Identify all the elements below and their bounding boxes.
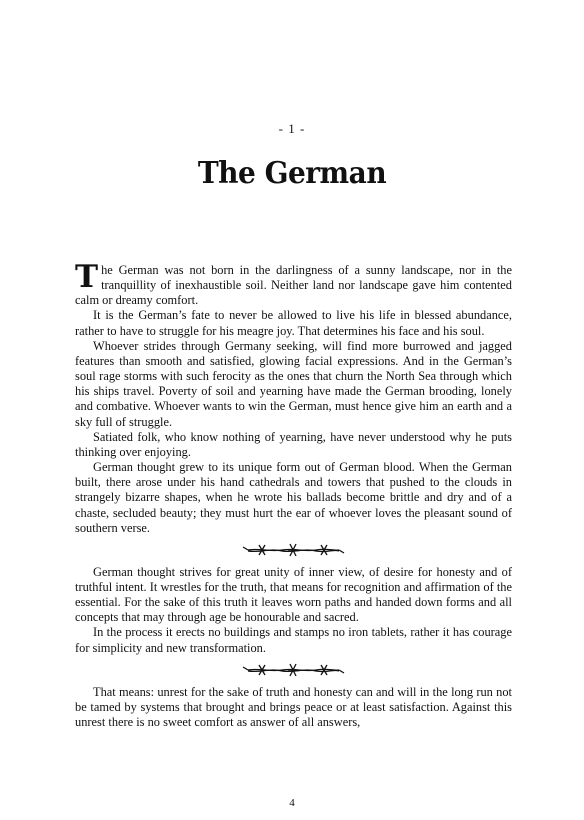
paragraph: It is the German’s fate to never be allowed to live his life in blessed abundance, rather to have to struggle for his meagre joy. That determines his face and his soul. [75,308,512,338]
paragraph: That means: unrest for the sake of truth and honesty can and will in the long run not be tamed by systems that brought and brings peace or at least satisfaction. Against this unrest there is no sweet comfort as answer of all answers, [75,684,512,730]
paragraph: Whoever strides through Germany seeking, will find more burrowed and jagged features than smooth and satisfied, glowing facial expressions. And in the German’s soul rage storms with such ferocity as the ones that churn the North Sea through which his ships travel. Poverty of soil and yearning have made the German brooding, lonely and combative. Whoever wants to win the German, must hence give him an earth and a sky full of struggle. [75,338,512,429]
drop-cap: T [75,259,99,295]
page-number: 4 [289,797,295,809]
paragraph: German thought grew to its unique form out of German blood. When the German built, there arose under his hand cathedrals and towers that pushed to the clouds in strangely bizarre shapes, when he wrote his ballads become brittle and dry and of a chaste, secluded beauty; they must hurt the ear of whoever loves the pleasant sound of southern verse. [75,460,512,535]
chapter-number: - 1 - [278,121,306,136]
chapter-title: The German [197,154,387,191]
chapter-body [75,259,512,730]
barbed-wire-divider-icon [75,539,512,559]
paragraph [75,259,512,308]
barbed-wire-divider-icon [75,659,512,679]
paragraph: In the process it erects no buildings and stamps no iron tablets, rather it has courage for simplicity and new transformation. [75,625,512,655]
paragraph: Satiated folk, who know nothing of yearning, have never understood why he puts thinking over enjoying. [75,429,512,459]
paragraph: German thought strives for great unity of inner view, of desire for honesty and of truthful intent. It wrestles for the truth, that means for recognition and affirmation of the essential. For the sake of this truth it leaves worn paths and handed down forms and all concepts that may through age be honourable and sacred. [75,564,512,625]
paragraph-text: he German was not born in the darlingness of a sunny landscape, nor in the tranquillity of inexhaustible soil. Neither land nor landscape gave him contented calm or dreamy comfort. [75,263,512,308]
